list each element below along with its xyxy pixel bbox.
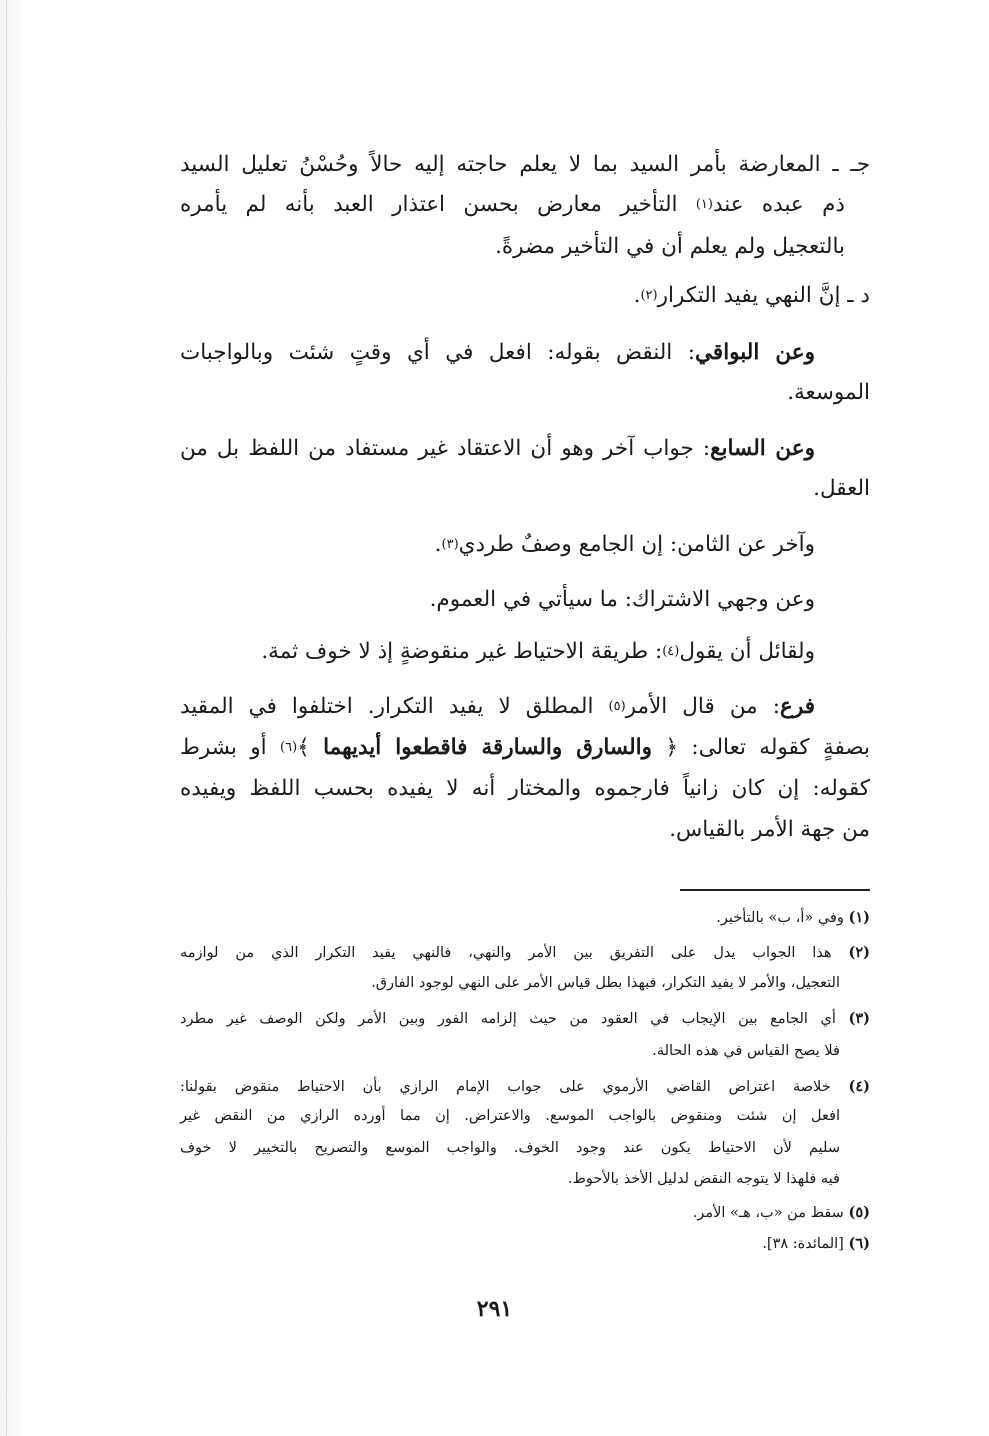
footnote — [371, 972, 840, 994]
footnote — [180, 1008, 870, 1030]
body-line — [787, 378, 870, 408]
footnote — [180, 1076, 870, 1098]
text: : من قال الأمر — [625, 694, 780, 719]
footnote-text: فيه فلهذا لا يتوجه النقض لدليل الأخذ بالأحوط. — [567, 1171, 840, 1187]
text: العقل. — [813, 476, 870, 501]
bold-heading: فرع — [780, 694, 815, 719]
text: بصفةٍ كقوله تعالى: ﴿ — [652, 735, 871, 760]
text: ذم عبده عند — [712, 192, 845, 217]
quran-verse: والسارق والسارقة فاقطعوا أيديهما — [323, 735, 652, 760]
body-line — [180, 434, 815, 464]
footnote-number: (١) — [848, 909, 870, 926]
body-line — [180, 733, 870, 763]
text: وآخر عن الثامن: إن الجامع وصفٌ طردي — [458, 532, 815, 557]
footnote-separator — [680, 889, 870, 891]
text: الموسعة. — [787, 380, 870, 405]
body-line — [180, 774, 870, 804]
bold-heading: وعن البواقي — [695, 340, 815, 365]
body-line — [180, 338, 815, 368]
body-line — [634, 281, 870, 311]
text: وعن وجهي الاشتراك: ما سيأتي في العموم. — [429, 587, 815, 612]
footnote-text: افعل إن شئت ومنقوض بالواجب الموسع. والاعتراض. إن مما أورده الرازي من النقض غير — [180, 1108, 840, 1124]
text: أو بشرط — [180, 735, 280, 760]
text: جـ ـ المعارضة بأمر السيد بما لا يعلم حاجته إليه حالاً وحُسْنُ تعليل السيد — [180, 152, 870, 177]
footnote — [180, 1105, 840, 1127]
footnote — [652, 1040, 840, 1062]
text: بالتعجيل ولم يعلم أن في التأخير مضرةً. — [495, 234, 845, 259]
text: ﴾ — [297, 735, 324, 760]
bold-heading: وعن السابع — [710, 436, 815, 461]
text: من جهة الأمر بالقياس. — [669, 817, 870, 842]
footnote-ref: (٤) — [662, 644, 680, 659]
text: : طريقة الاحتياط غير منقوضةٍ إذ لا خوف ثمة. — [261, 639, 663, 664]
body-line — [180, 150, 870, 180]
body-line — [430, 585, 815, 615]
text: التأخير معارض بحسن اعتذار العبد بأنه لم يأمره — [180, 192, 696, 217]
body-line — [813, 474, 870, 504]
footnote-text: سليم لأن الاحتياط يكون عند وجود الخوف. والواجب الموسع والتصريح بالتخيير لا خوف — [180, 1140, 840, 1156]
text: كقوله: إن كان زانياً فارجموه والمختار أنه لا يفيده بحسب اللفظ ويفيده — [180, 776, 870, 801]
footnote — [180, 1137, 840, 1159]
page-number: ٢٩١ — [476, 1296, 513, 1322]
footnote-number: (٦) — [848, 1235, 870, 1252]
footnote-text: فلا يصح القياس في هذه الحالة. — [652, 1043, 840, 1059]
footnote-ref: (٣) — [441, 537, 459, 552]
text: . — [633, 283, 641, 308]
body-line — [669, 815, 870, 845]
text: . — [434, 532, 442, 557]
footnote-number: (٤) — [848, 1078, 870, 1095]
footnote-ref: (١) — [695, 197, 713, 212]
text: : النقض بقوله: افعل في أي وقتٍ شئت وبالواجبات — [180, 340, 695, 365]
footnote-text: وفي «أ، ب» بالتأخير. — [716, 910, 849, 926]
body-line — [435, 530, 815, 560]
footnote — [180, 942, 870, 964]
body-line — [495, 232, 845, 262]
footnote-ref: (٢) — [640, 288, 658, 303]
body-line — [261, 637, 815, 667]
body-line — [180, 190, 845, 220]
footnote-text: سقط من «ب، هـ» الأمر. — [692, 1205, 849, 1221]
footnote — [762, 1233, 870, 1255]
text: المطلق لا يفيد التكرار. اختلفوا في المقيد — [180, 694, 609, 719]
body-line — [180, 692, 815, 722]
footnote-text: خلاصة اعتراض القاضي الأرموي على جواب الإمام الرازي بأن الاحتياط منقوض بقولنا: — [180, 1079, 849, 1095]
text: : جواب آخر وهو أن الاعتقاد غير مستفاد من اللفظ بل من — [180, 436, 711, 461]
footnote — [693, 1202, 870, 1224]
text: ولقائل أن يقول — [679, 639, 815, 664]
footnote-text: التعجيل، والأمر لا يفيد التكرار، فبهذا بطل قياس الأمر على النهي لوجود الفارق. — [371, 975, 840, 991]
footnote-text: [المائدة: ٣٨]. — [762, 1236, 849, 1252]
footnote-text: هذا الجواب يدل على التفريق بين الأمر والنهي، فالنهي يفيد التكرار الذي من لوازمه — [180, 945, 849, 961]
footnote-ref: (٦) — [280, 740, 298, 755]
footnote — [716, 907, 870, 929]
text: د ـ إنَّ النهي يفيد التكرار — [657, 283, 870, 308]
footnote-ref: (٥) — [608, 699, 626, 714]
footnote-number: (٣) — [848, 1010, 870, 1027]
footnote-number: (٢) — [848, 944, 870, 961]
footnote — [568, 1168, 840, 1190]
scan-edge — [0, 0, 28, 1436]
footnote-number: (٥) — [848, 1204, 870, 1221]
footnote-text: أي الجامع بين الإيجاب في العقود من حيث إلزامه الفور وبين الأمر ولكن الوصف غير مطرد — [180, 1011, 849, 1027]
